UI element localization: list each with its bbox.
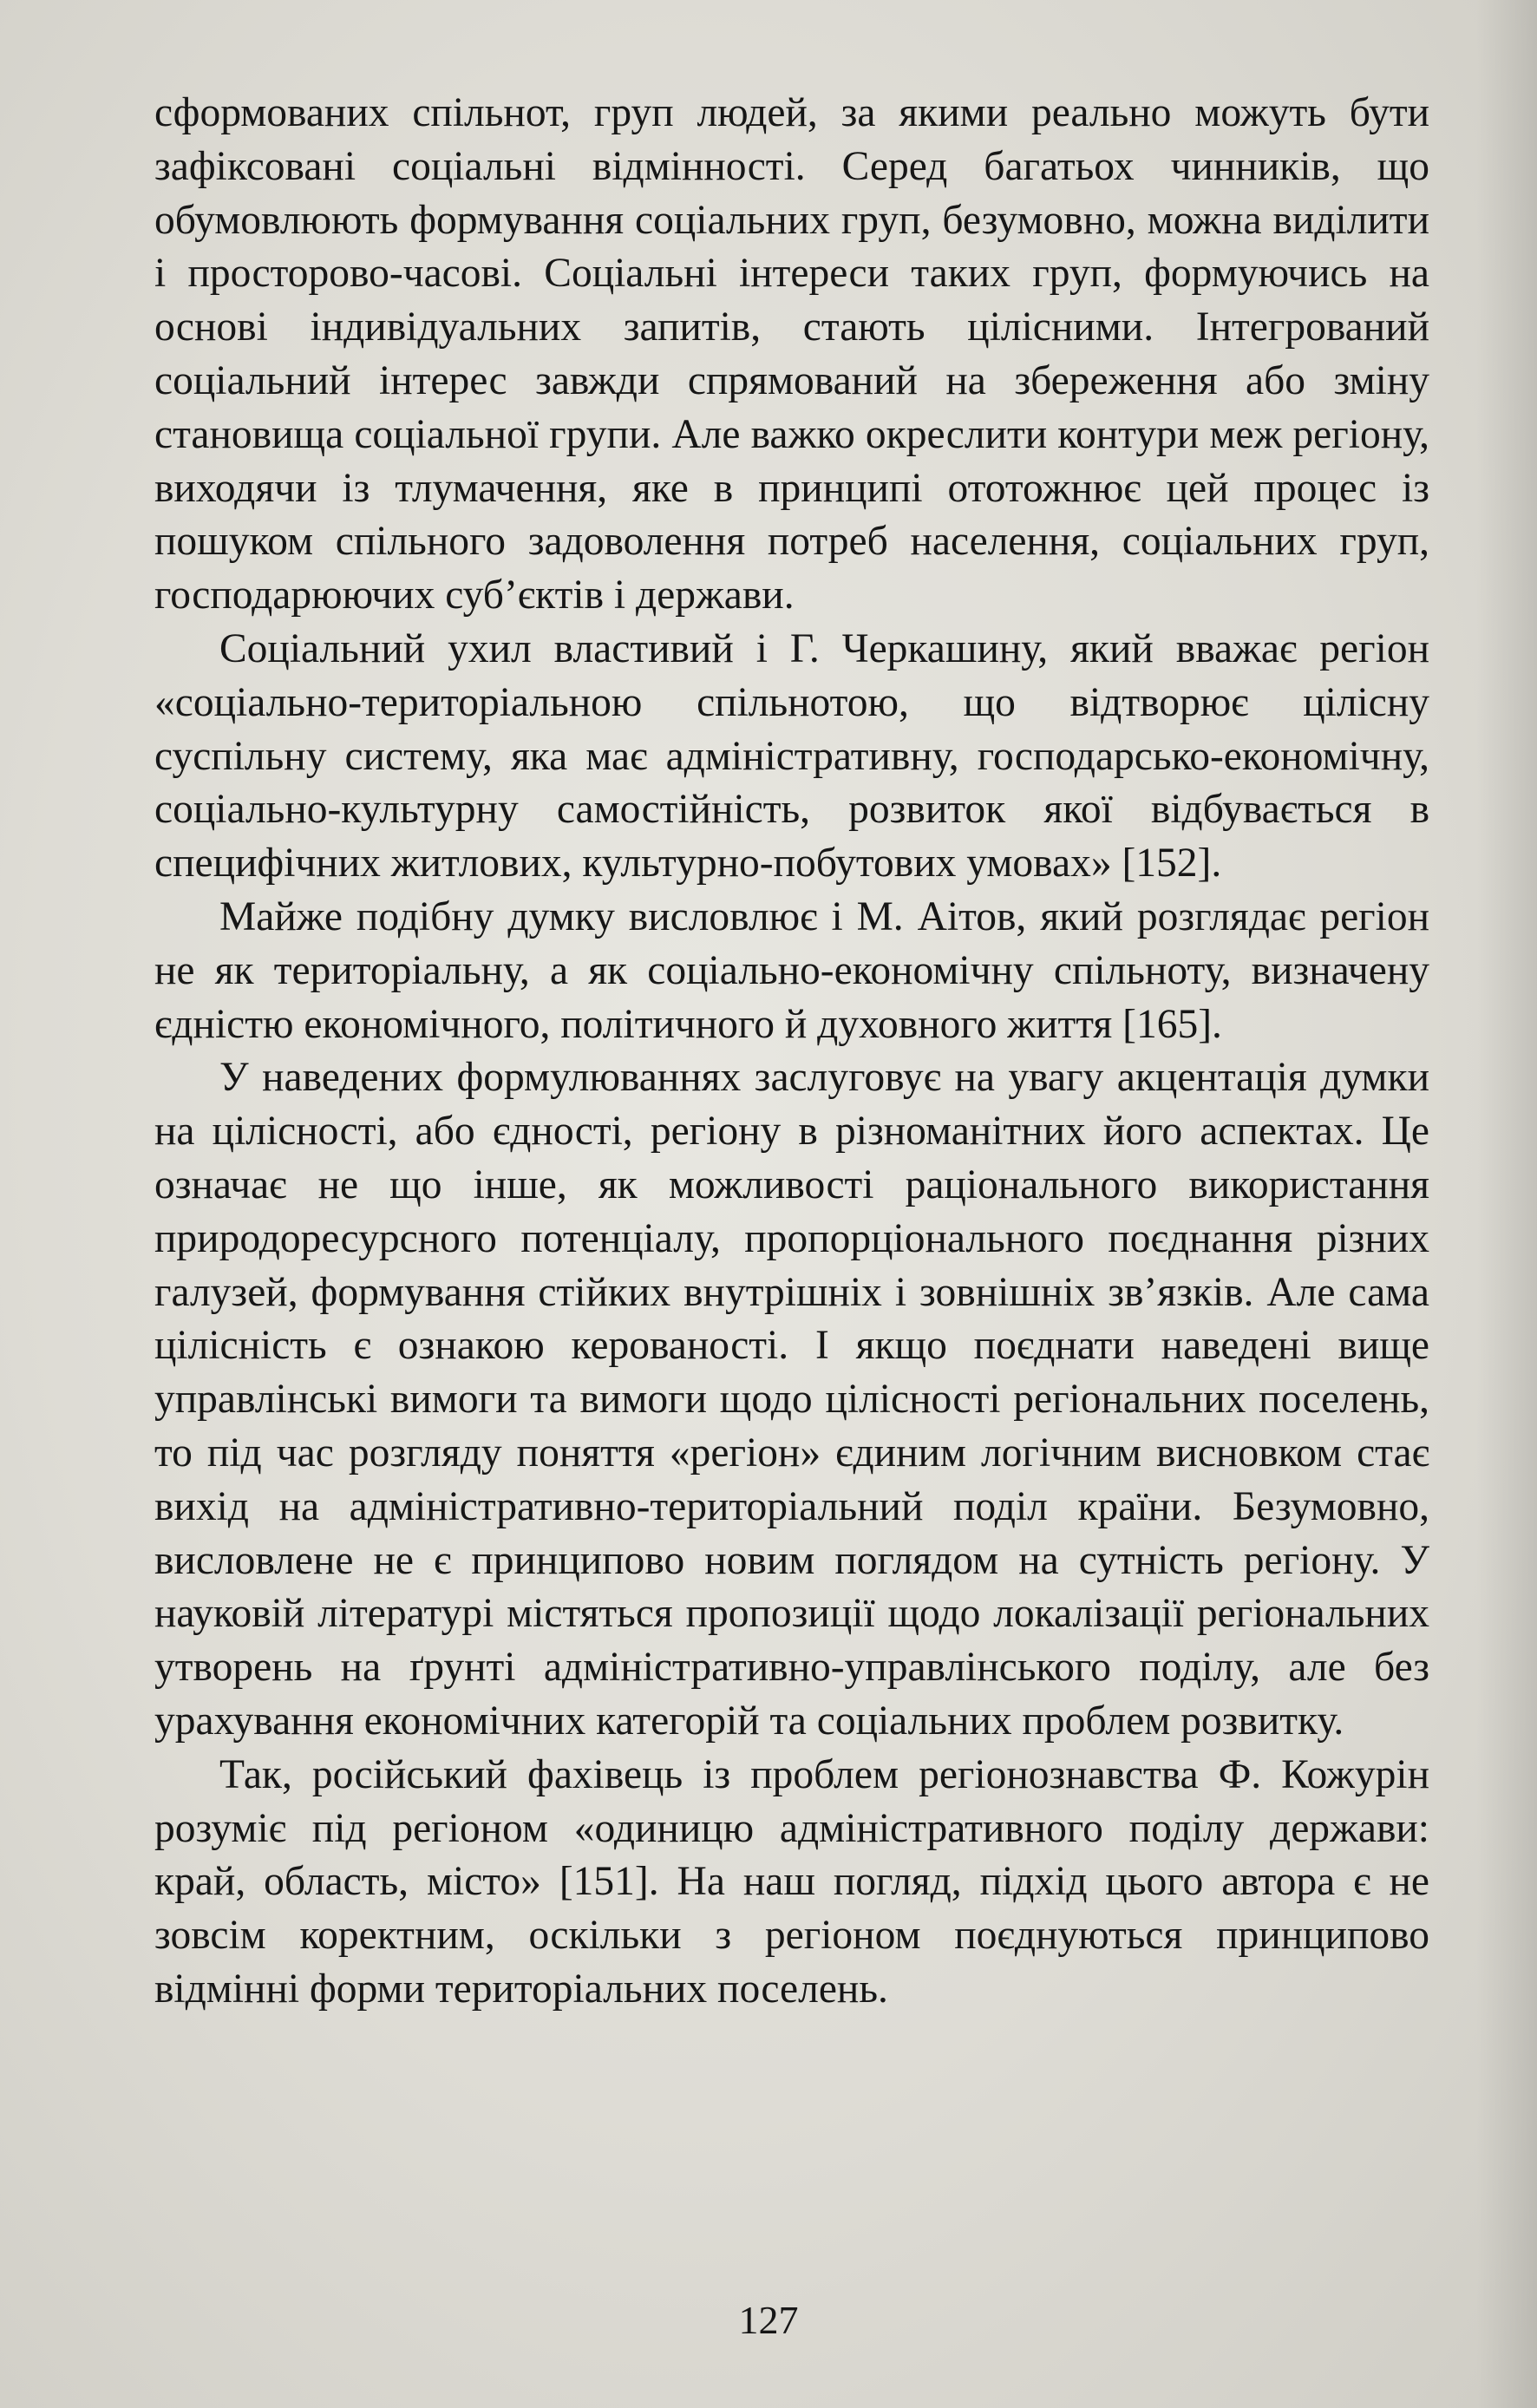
paragraph: Так, російський фахівець із проблем регіонознавства Ф. Кожурін розуміє під регіоном «одиницю адміністративного поділу держави: край, область, місто» [151]. На наш погляд, підхід цього автора є не зовсім коректним, оскільки з регіоном поєднуються принципово відмінні форми територіальних поселень.: [154, 1751, 1429, 2012]
paragraph: Соціальний ухил властивий і Г. Черкашину, який вважає регіон «соціально-територіальною спільнотою, що відтворює цілісну суспільну систему, яка має адміністративну, господарсько-економічну, соціально-культурну самостійність, розвиток якої відбувається в специфічних житлових, культурно-побутових умовах» [152].: [154, 625, 1429, 887]
page-number: 127: [738, 2298, 799, 2342]
paragraph-continued: сформованих спільнот, груп людей, за якими реально можуть бути зафіксовані соціальні відмінності. Серед багатьох чинників, що обумовлюють формування соціальних груп, безумовно, можна виділити і просторово-часові. Соціальні інтереси таких груп, формуючись на основі індивідуальних запитів, стають цілісними. Інтегрований соціальний інтерес завжди спрямований на збереження або зміну становища соціальної групи. Але важко окреслити контури меж регіону, виходячи із тлумачення, яке в принципі ототожнює цей процес із пошуком спільного задоволення потреб населення, соціальних груп, господарюючих суб’єктів і держави.: [154, 90, 1429, 618]
paragraph: Майже подібну думку висловлює і М. Аітов, який розглядає регіон не як територіальну, а як соціально-економічну спільноту, визначену єдністю економічного, політичного й духовного життя [165].: [154, 893, 1429, 1047]
body-text: [154, 87, 1429, 2017]
paragraph: У наведених формулюваннях заслуговує на увагу акцентація думки на цілісності, або єдності, регіону в різноманітних його аспектах. Це означає не що інше, як можливості раціонального використання природоресурсного потенціалу, пропорціонального поєднання різних галузей, формування стійких внутрішніх і зовнішніх зв’язків. Але сама цілісність є ознакою керованості. І якщо поєднати наведені вище управлінські вимоги та вимоги щодо цілісності регіональних поселень, то під час розгляду поняття «регіон» єдиним логічним висновком стає вихід на адміністративно-територіальний поділ країни. Безумовно, висловлене не є принципово новим поглядом на сутність регіону. У науковій літературі містяться пропозиції щодо локалізації регіональних утворень на ґрунті адміністративно-управлінського поділу, але без урахування економічних категорій та соціальних проблем розвитку.: [154, 1055, 1429, 1744]
